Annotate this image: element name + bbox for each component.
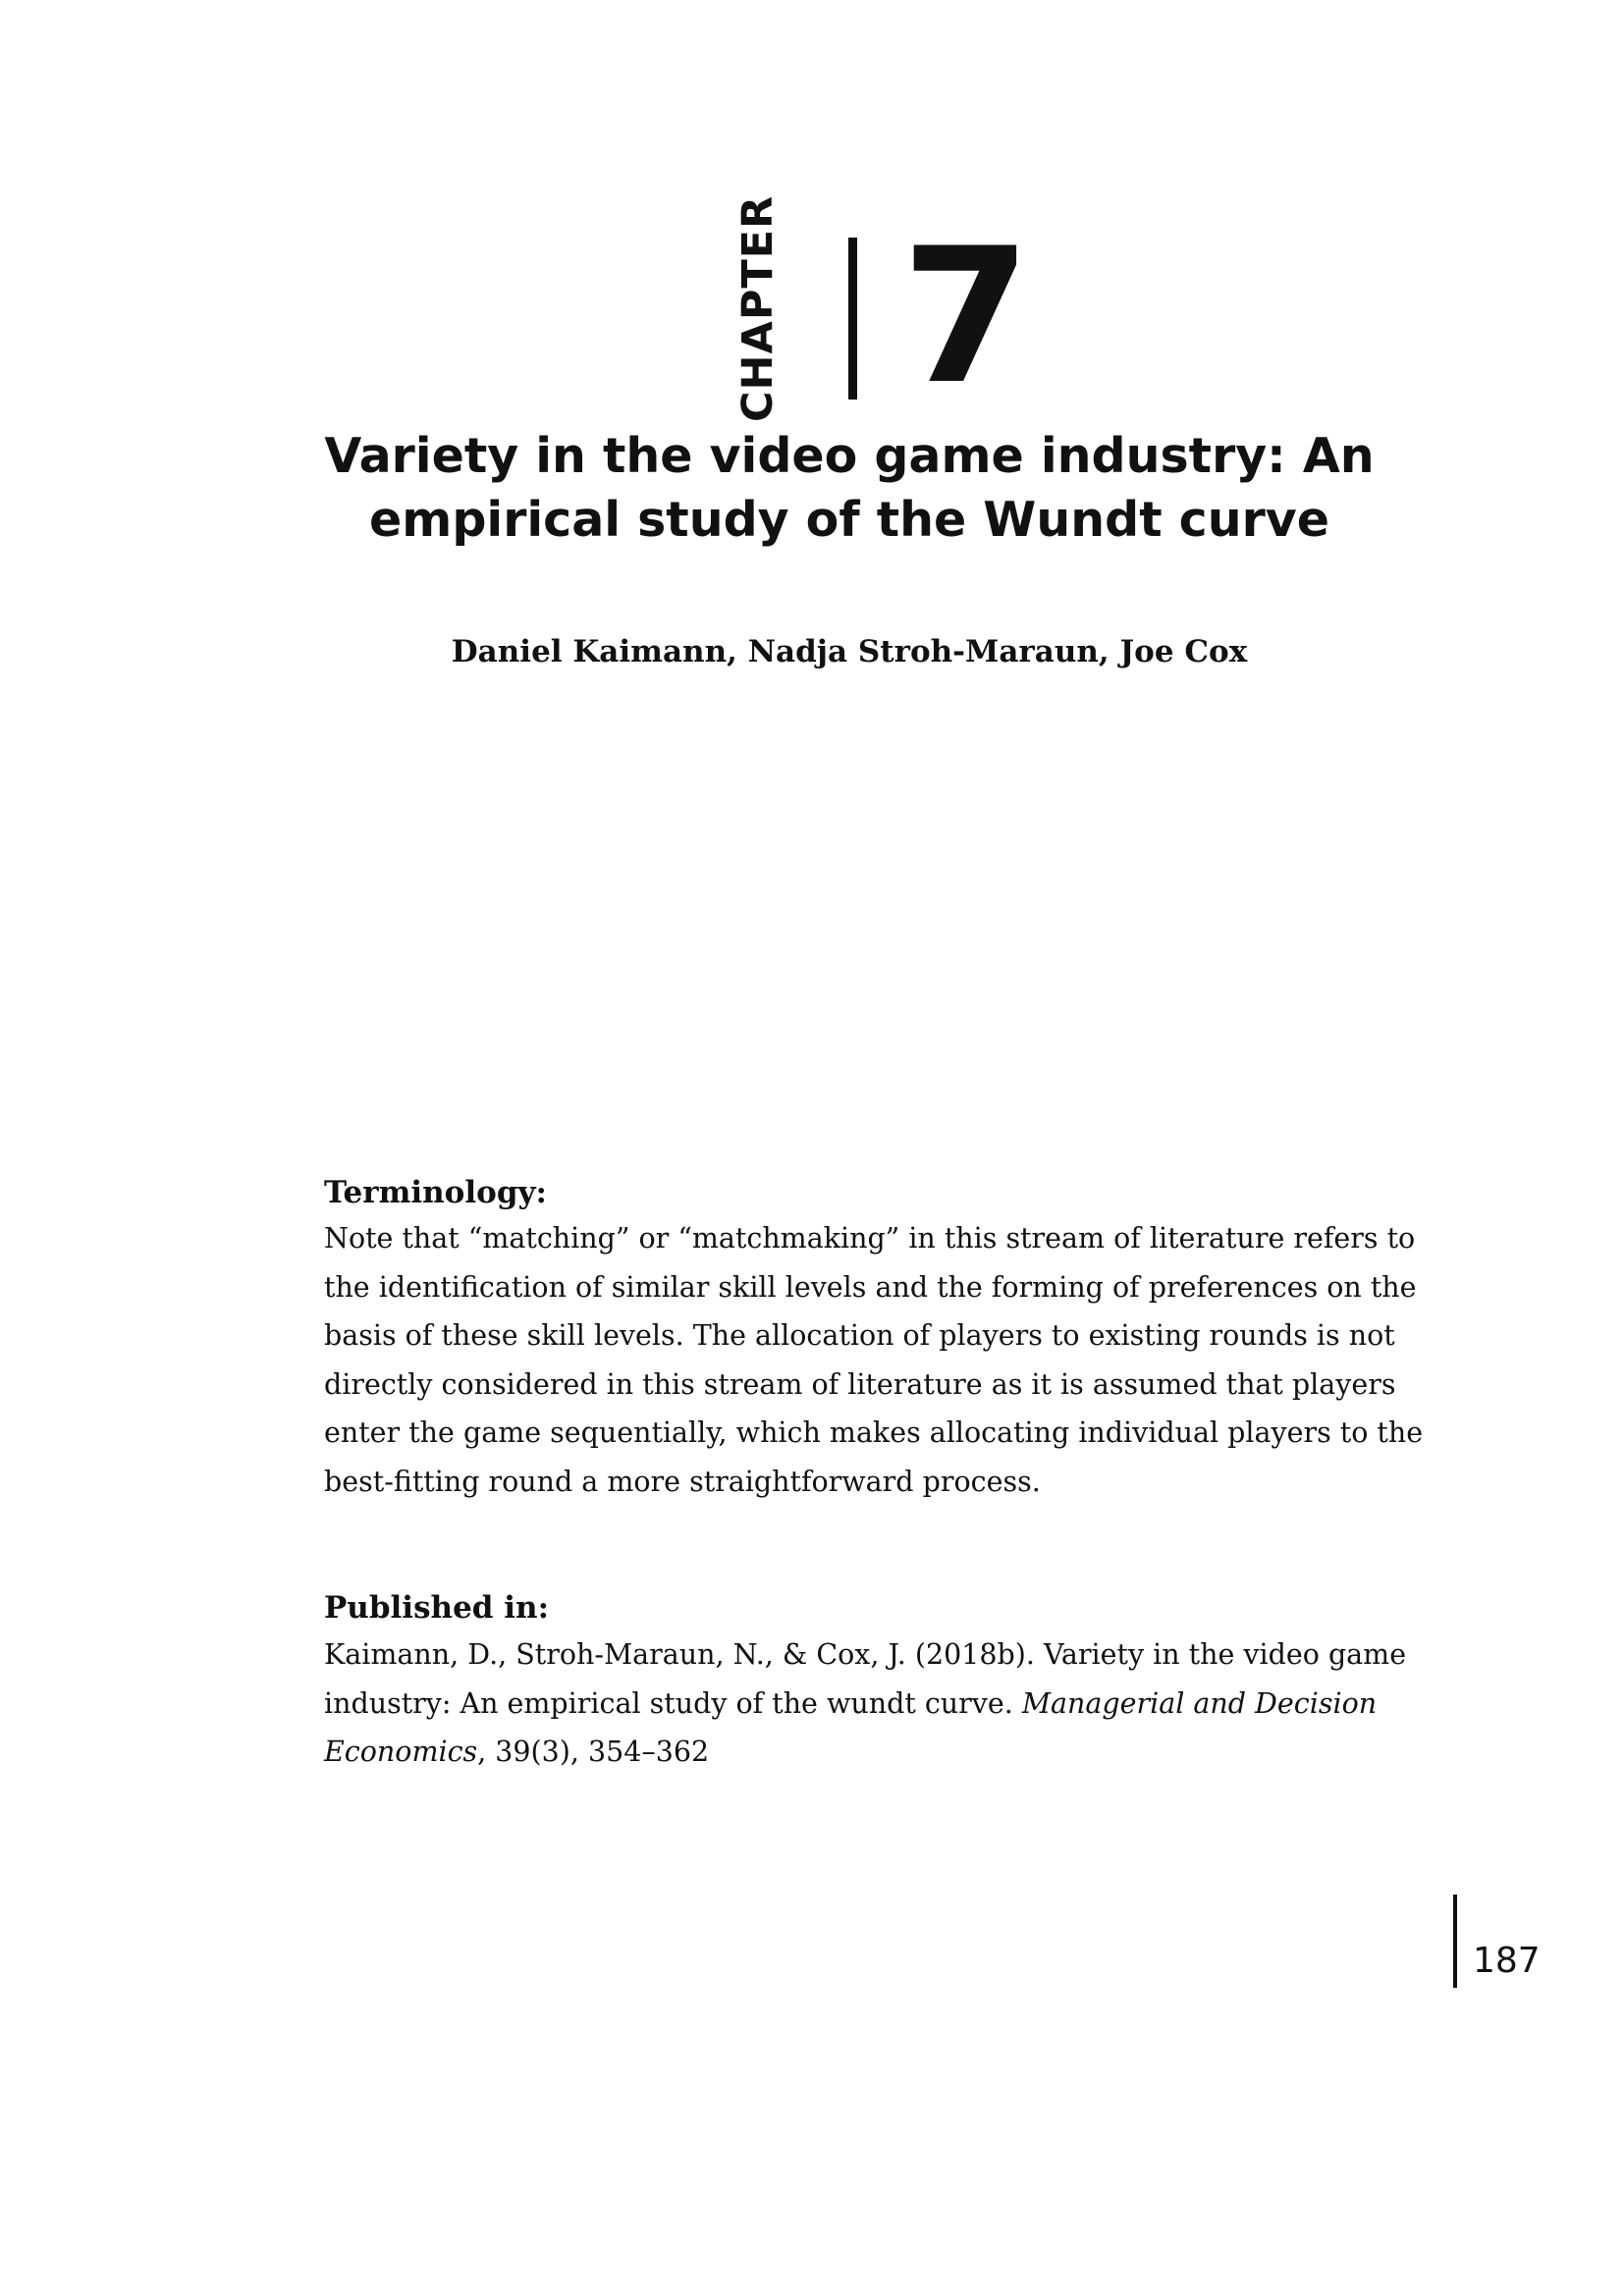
- terminology-line: best-fitting round a more straightforward process.: [324, 1465, 1041, 1498]
- citation-volume-pages: , 39(3), 354–362: [477, 1735, 710, 1769]
- published-heading: Published in:: [324, 1590, 550, 1626]
- terminology-line: the identification of similar skill levels and the forming of preferences on the: [324, 1270, 1417, 1304]
- chapter-title-line-1: Variety in the video game industry: An: [324, 428, 1375, 484]
- citation-line-2: [324, 1680, 1414, 1729]
- citation-text: industry: An empirical study of the wundt curve.: [324, 1686, 1022, 1720]
- terminology-line: enter the game sequentially, which makes allocating individual players to the: [324, 1416, 1424, 1450]
- page-number-divider: [1453, 1895, 1457, 1988]
- chapter-label: CHAPTER: [733, 194, 783, 422]
- chapter-title-line-2: empirical study of the Wundt curve: [369, 492, 1329, 548]
- chapter-divider: [848, 238, 857, 400]
- terminology-line: Note that “matching” or “matchmaking” in this stream of literature refers to: [324, 1222, 1416, 1255]
- terminology-line: basis of these skill levels. The allocation of players to existing rounds is not: [324, 1319, 1395, 1353]
- terminology-heading: Terminology:: [324, 1175, 547, 1210]
- page-number: 187: [1473, 1941, 1541, 1981]
- citation-line-1: Kaimann, D., Stroh-Maraun, N., & Cox, J. (2018b). Variety in the video game: [324, 1638, 1407, 1671]
- terminology-line: directly considered in this stream of literature as it is assumed that players: [324, 1367, 1396, 1401]
- citation-line-3: [324, 1728, 1414, 1777]
- journal-name: Managerial and Decision: [1021, 1686, 1378, 1720]
- terminology-paragraph: [324, 1214, 1424, 1507]
- journal-name-continued: Economics: [324, 1735, 478, 1769]
- citation-paragraph: [324, 1630, 1414, 1777]
- author-list: Daniel Kaimann, Nadja Stroh-Maraun, Joe Cox: [451, 634, 1248, 669]
- chapter-number: 7: [901, 208, 1032, 425]
- chapter-title: [245, 424, 1453, 552]
